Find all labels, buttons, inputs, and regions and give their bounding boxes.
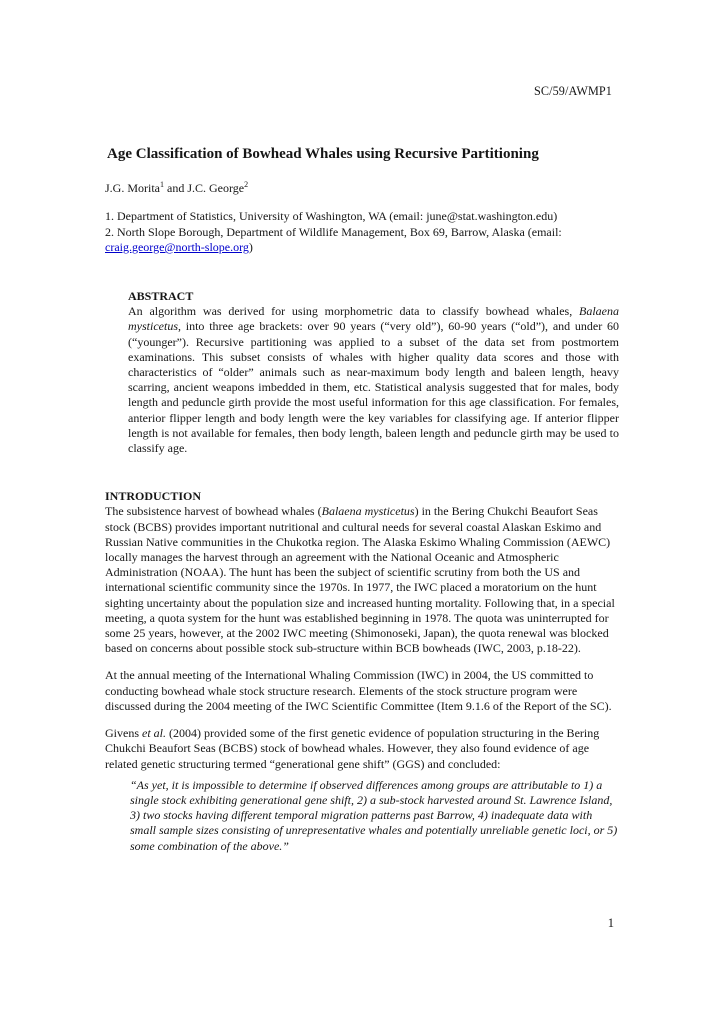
introduction-paragraph-1 (105, 504, 620, 656)
affiliation-1: 1. Department of Statistics, University of Washington, WA (email: june@stat.washington.edu) (105, 209, 558, 224)
affiliation-2: 2. North Slope Borough, Department of Wildlife Management, Box 69, Barrow, Alaska (email: (105, 224, 562, 239)
para3-text-pre: Givens (105, 726, 142, 741)
abstract-heading: ABSTRACT (128, 289, 194, 304)
introduction-heading: INTRODUCTION (105, 489, 202, 504)
abstract-body (128, 304, 619, 456)
document-code: SC/59/AWMP1 (533, 84, 612, 98)
species-name-italic: Balaena mysticetus (321, 504, 415, 519)
affiliations-block (105, 209, 620, 255)
author-2: J.C. George (187, 181, 245, 196)
author-2-affiliation-mark: 2 (244, 180, 249, 190)
page-number: 1 (607, 916, 614, 930)
email-link[interactable]: craig.george@north-slope.org (105, 239, 249, 254)
para3-text-post: (2004) provided some of the first genetic evidence of population structuring in the Bering Chukchi Beaufort Seas (BCBS) stock of bowhead whales. However, they also found evidence of age related genetic structuring termed “generational gene shift” (GGS) and concluded: (105, 726, 600, 771)
authors-line (105, 181, 620, 196)
affiliation-2-close-paren: ) (248, 239, 253, 254)
author-1-affiliation-mark: 1 (160, 180, 164, 190)
para1-text-post: ) in the Bering Chukchi Beaufort Seas stock (BCBS) provides important nutritional and cultural needs for several coastal Alaskan Eskimo and Russian Native communities in the Chukotka region. The Alaska Eskimo Whaling Commission (AEWC) locally manages the harvest through an agreement with the National Oceanic and Atmospheric Administration (NOAA). The hunt has been the subject of scientific scrutiny from both the US and international scientific community since the 1970s. In 1977, the IWC placed a moratorium on the hunt sighting uncertainty about the population size and increased hunting mortality. Following that, in a special meeting, a quota system for the hunt was established beginning in 1978. The quota was uninterrupted for some 25 years, however, at the 2002 IWC meeting (Shimonoseki, Japan), the quota renewal was blocked based on concerns about possible stock sub-structure within BCB bowheads (IWC, 2003, p.18-22). (105, 504, 615, 656)
para1-text-pre: The subsistence harvest of bowhead whales ( (105, 504, 322, 519)
introduction-paragraph-2: At the annual meeting of the International Whaling Commission (IWC) in 2004, the US committed to conducting bowhead whale stock structure research. Elements of the stock structure program were discussed during the 2004 meeting of the IWC Scientific Committee (Item 9.1.6 of the Report of the SC). (105, 668, 612, 713)
abstract-section (128, 289, 619, 456)
species-name-italic: Balaena mysticetus (128, 304, 619, 334)
author-1: J.G. Morita (105, 181, 160, 196)
abstract-text-post: , into three age brackets: over 90 years (“very old”), 60-90 years (“old”), and under 60 (“younger”). Recursive partitioning was applied to a subset of the data set from postmortem examinations. This subset consists of whales with higher quality data scores and those with characteristics of “older” animals such as near-maximum body length and baleen length, heavy scarring, ancient weapons imbedded in them, etc. Statistical analysis suggested that for males, body length and peduncle girth provide the most useful information for this age classification. For females, anterior flipper length and body length were the key variables for classifying age. If anterior flipper length is not available for females, then body length, baleen length and peduncle girth may be used to classify age. (128, 319, 619, 456)
et-al-italic: et al. (142, 726, 166, 741)
block-quote: “As yet, it is impossible to determine if observed differences among groups are attributable to 1) a single stock exhibiting generational gene shift, 2) a sub-stock harvested around St. Lawrence Island, 3) two stocks having different temporal migration patterns past Barrow, 4) inadequate data with small sample sizes consisting of unrepresentative whales and potentially unreliable genetic loci, or 5) some combination of the above.” (130, 777, 618, 853)
introduction-paragraph-3 (105, 726, 620, 772)
paper-title: Age Classification of Bowhead Whales using Recursive Partitioning (107, 146, 539, 163)
authors-separator: and (164, 181, 188, 196)
abstract-text-pre: An algorithm was derived for using morphometric data to classify bowhead whales, (128, 304, 579, 319)
introduction-section (105, 489, 620, 853)
